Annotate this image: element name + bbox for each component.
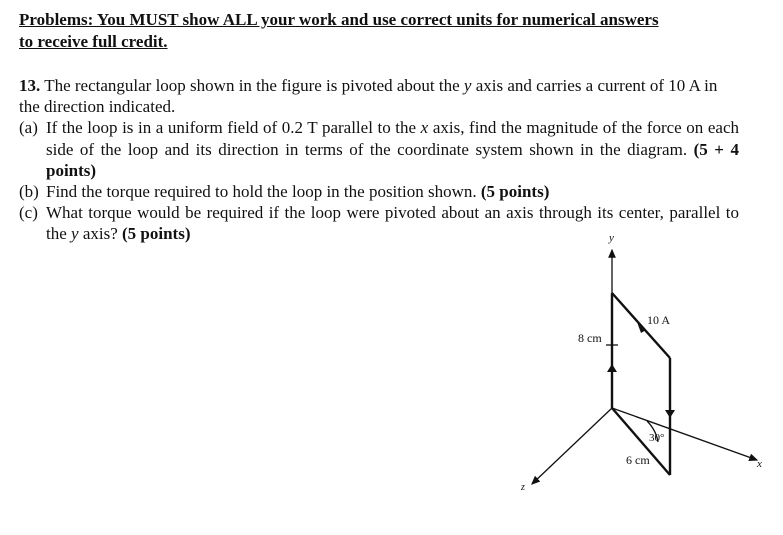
- width-label: 6 cm: [626, 453, 650, 467]
- current-arrow-pivot: [607, 364, 617, 372]
- part-b-points: (5 points): [480, 182, 550, 202]
- angle-label: 30°: [649, 432, 665, 444]
- problem-stem: 13. The rectangular loop shown in the figure is pivoted about the y axis and carries a current of 10 A in the direction indicated.: [19, 76, 718, 117]
- stem-text-a: The rectangular loop shown in the figure is pivoted about the: [44, 76, 460, 95]
- y-axis-label: y: [609, 232, 614, 244]
- part-b-text: Find the torque required to hold the loop in the position shown.: [46, 182, 477, 202]
- problem-number: 13: [19, 76, 36, 95]
- stem-text-b: axis and carries a current of 10 A in the direction indicated.: [19, 76, 718, 117]
- x-axis-label: x: [757, 458, 762, 470]
- part-b-label: (b): [19, 182, 39, 202]
- part-a-text-a: If the loop is in a uniform field of 0.2 T parallel to the: [46, 118, 417, 138]
- current-arrow-outer: [665, 410, 675, 418]
- part-c-text-a: What torque would be required if the loop were pivoted about an axis through its center, parallel to the: [46, 203, 739, 244]
- part-c-points: (5 points): [122, 224, 191, 244]
- instructions-line-2: to receive full credit.: [19, 32, 168, 51]
- part-a-text-b: axis, find the magnitude of the force on each side of the loop and its direction in terms of the coordinate system shown in the diagram.: [46, 118, 740, 159]
- instructions-line-1: Problems: You MUST show ALL your work and use correct units for numerical answers: [19, 10, 659, 29]
- part-a-points: (5 + 4 points): [46, 139, 739, 180]
- height-label: 8 cm: [578, 331, 602, 345]
- z-axis-label: z: [521, 482, 525, 493]
- part-c-label: (c): [19, 203, 38, 223]
- stem-variable-y: y: [463, 76, 472, 95]
- z-axis: [532, 408, 612, 484]
- part-c-variable-y: y: [71, 224, 79, 244]
- current-label: 10 A: [647, 313, 671, 327]
- part-c-text-b: axis?: [82, 224, 118, 244]
- part-a-variable-x: x: [420, 118, 429, 138]
- part-a-label: (a): [19, 118, 38, 138]
